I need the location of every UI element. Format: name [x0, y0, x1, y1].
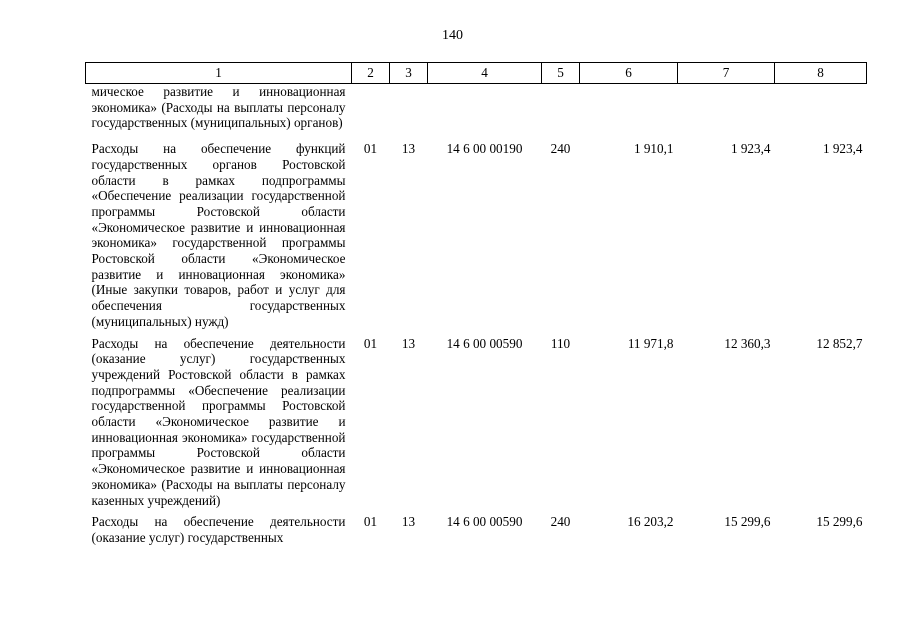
cell-amount-1: 11 971,8 — [627, 335, 674, 351]
cell-section — [352, 84, 390, 136]
cell-expense-type: 240 — [550, 514, 571, 530]
cell-amount-3: 15 299,6 — [816, 514, 863, 530]
cell-amount-3: 12 852,7 — [816, 335, 863, 351]
table-row — [86, 135, 867, 329]
col-header-6: 6 — [580, 63, 678, 84]
col-header-3: 3 — [390, 63, 428, 84]
cell-expense-type: 240 — [550, 141, 571, 157]
col-header-7: 7 — [678, 63, 775, 84]
cell-target-article: 14 6 00 00590 — [446, 335, 523, 351]
cell-subsection — [390, 84, 428, 136]
cell-subsection: 13 — [401, 141, 416, 157]
cell-amount-3: 1 923,4 — [822, 141, 863, 157]
table-row — [86, 84, 867, 136]
cell-target-article: 14 6 00 00590 — [446, 514, 523, 530]
col-header-8: 8 — [775, 63, 867, 84]
cell-amount-2 — [678, 84, 775, 136]
cell-target-article — [428, 84, 542, 136]
col-header-4: 4 — [428, 63, 542, 84]
cell-section: 01 — [363, 141, 378, 157]
cell-section: 01 — [363, 335, 378, 351]
row-description: мическое развитие и инновационная экономика» (Расходы на выплаты персоналу государственных (муниципальных) органов) — [91, 84, 346, 131]
cell-amount-2: 12 360,3 — [724, 335, 771, 351]
table-row — [86, 330, 867, 509]
cell-amount-1: 16 203,2 — [627, 514, 674, 530]
row-description: Расходы на обеспечение деятельности (оказание услуг) государственных — [91, 514, 346, 545]
cell-amount-1: 1 910,1 — [633, 141, 674, 157]
cell-amount-3 — [775, 84, 867, 136]
cell-expense-type: 110 — [550, 335, 571, 351]
cell-expense-type — [542, 84, 580, 136]
col-header-5: 5 — [542, 63, 580, 84]
cell-subsection: 13 — [401, 514, 416, 530]
col-header-1: 1 — [86, 63, 352, 84]
header-row — [86, 63, 867, 84]
row-description: Расходы на обеспечение деятельности (оказание услуг) государственных учреждений Ростовской области в рамках подпрограммы «Обеспечение реализации государственной программы Ростовской области «Экономическое развитие и инновационная экономика» государственной программы Ростовской области «Экономическое развитие и инновационная экономика» (Расходы на выплаты персоналу казенных учреждений) — [91, 335, 346, 508]
cell-amount-1 — [580, 84, 678, 136]
cell-amount-2: 15 299,6 — [724, 514, 771, 530]
col-header-2: 2 — [352, 63, 390, 84]
cell-amount-2: 1 923,4 — [730, 141, 771, 157]
cell-target-article: 14 6 00 00190 — [446, 141, 523, 157]
cell-subsection: 13 — [401, 335, 416, 351]
budget-table — [85, 62, 867, 546]
table-row — [86, 508, 867, 545]
row-description: Расходы на обеспечение функций государственных органов Ростовской области в рамках подпрограммы «Обеспечение реализации государственной программы Ростовской области «Экономическое развитие и инновационная экономика» государственной программы Ростовской области «Экономическое развитие и инновационная экономика» (Иные закупки товаров, работ и услуг для обеспечения государственных (муниципальных) нужд) — [91, 141, 346, 329]
page-number: 140 — [442, 28, 463, 43]
cell-section: 01 — [363, 514, 378, 530]
